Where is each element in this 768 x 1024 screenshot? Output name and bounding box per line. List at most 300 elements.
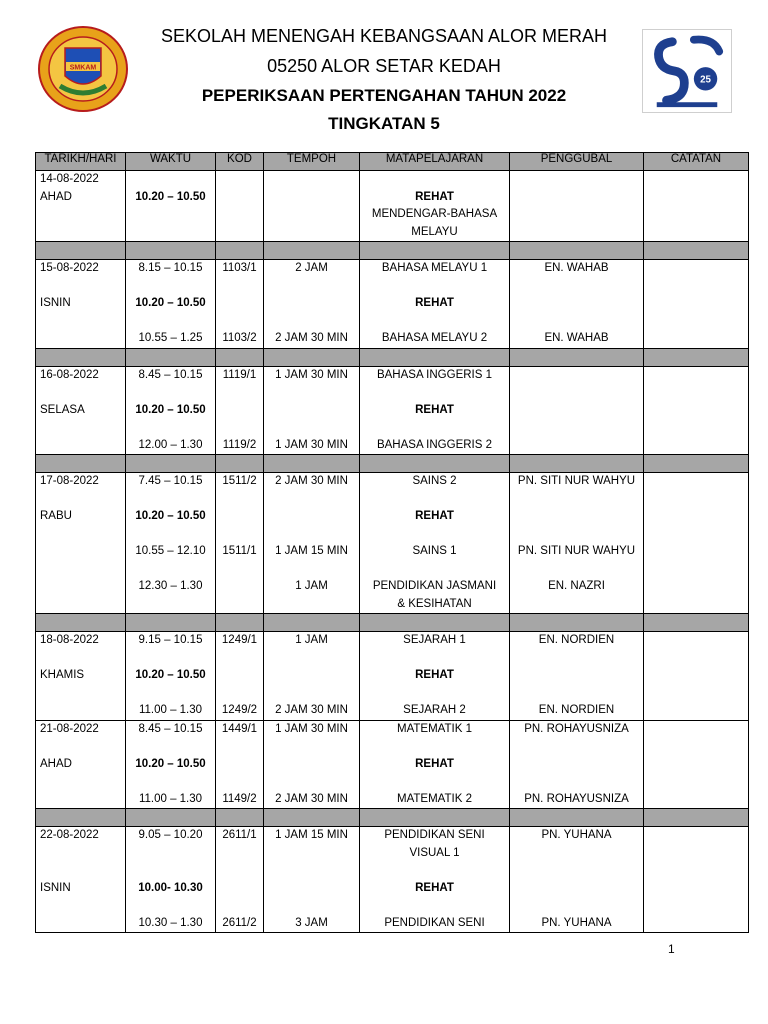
school-crest-logo	[38, 26, 128, 112]
separator-cell	[216, 348, 264, 366]
separator-cell	[264, 809, 360, 827]
subject-line: REHAT	[415, 403, 454, 416]
kod-line	[216, 578, 263, 596]
waktu-line: 10.20 – 10.50	[135, 510, 206, 522]
cell-subject	[360, 632, 510, 721]
col-header-matapelajaran: MATAPELAJARAN	[360, 153, 510, 171]
tempoh-line: 1 JAM 30 MIN	[275, 722, 348, 735]
subject-line: BAHASA MELAYU 1	[381, 262, 488, 274]
tempoh-line: 2 JAM 30 MIN	[275, 475, 348, 487]
kod-line: 2611/2	[222, 916, 257, 929]
separator-cell	[510, 614, 644, 632]
subject-line	[360, 897, 509, 915]
kod-line: 1249/2	[221, 704, 258, 716]
kod-line	[216, 491, 263, 509]
col-header-catatan: CATATAN	[644, 153, 749, 171]
kod-line: 1249/1	[221, 634, 258, 646]
day-text: AHAD	[40, 190, 72, 203]
cell-catatan	[644, 720, 749, 809]
subject-line	[360, 278, 509, 296]
logo-right-text: 25	[700, 74, 711, 86]
separator-cell	[510, 809, 644, 827]
subject-line: REHAT	[415, 190, 454, 203]
penggubal-line: PN. SITI NUR WAHYU	[517, 475, 636, 487]
subject-line: PENDIDIKAN SENI	[384, 916, 485, 929]
separator-cell	[264, 614, 360, 632]
blank-line	[36, 543, 125, 561]
cell-tarikh	[36, 260, 126, 349]
tempoh-line	[264, 738, 359, 756]
penggubal-line: EN. NAZRI	[548, 580, 605, 592]
separator-cell	[36, 348, 126, 366]
penggubal-line: EN. WAHAB	[544, 262, 609, 274]
day-text: AHAD	[40, 757, 72, 770]
separator-cell	[644, 809, 749, 827]
cell-penggubal	[510, 720, 644, 809]
blank-line	[36, 738, 125, 756]
day-text: RABU	[40, 510, 72, 522]
subject-line: REHAT	[415, 881, 454, 894]
separator-cell	[264, 242, 360, 260]
penggubal-line	[510, 526, 643, 544]
tempoh-line: 1 JAM 30 MIN	[275, 438, 348, 451]
blank-line	[36, 224, 125, 242]
table-row	[36, 366, 749, 455]
cell-waktu	[126, 827, 216, 933]
kod-line	[216, 897, 263, 915]
penggubal-line: PN. YUHANA	[541, 916, 612, 929]
tempoh-line: 1 JAM 15 MIN	[275, 829, 348, 841]
kod-line	[216, 295, 263, 313]
date-text: 18-08-2022	[40, 634, 99, 646]
subject-line: BAHASA INGGERIS 2	[376, 438, 493, 451]
penggubal-line	[510, 897, 643, 915]
col-header-tempoh: TEMPOH	[264, 153, 360, 171]
separator-cell	[216, 242, 264, 260]
separator-cell	[216, 614, 264, 632]
cell-waktu	[126, 366, 216, 455]
waktu-line: 11.00 – 1.30	[138, 792, 203, 805]
separator-cell	[264, 348, 360, 366]
table-row	[36, 632, 749, 721]
cell-waktu	[126, 260, 216, 349]
separator-cell	[360, 348, 510, 366]
cell-tarikh	[36, 827, 126, 933]
table-row	[36, 720, 749, 809]
subject-line: REHAT	[415, 297, 454, 309]
waktu-line: 7.45 – 10.15	[138, 475, 203, 487]
cell-catatan	[644, 473, 749, 614]
waktu-line: 10.00- 10.30	[138, 881, 203, 894]
waktu-line	[126, 845, 215, 863]
cell-kod	[216, 260, 264, 349]
tempoh-line	[264, 845, 359, 863]
penggubal-line	[510, 278, 643, 296]
tempoh-line	[264, 402, 359, 420]
blank-line	[36, 384, 125, 402]
penggubal-line: EN. NORDIEN	[538, 634, 615, 646]
tempoh-line	[264, 862, 359, 880]
separator-cell	[36, 809, 126, 827]
waktu-line	[126, 384, 215, 402]
subject-line	[360, 491, 509, 509]
cell-penggubal	[510, 827, 644, 933]
waktu-line: 12.30 – 1.30	[138, 580, 203, 592]
separator-cell	[36, 614, 126, 632]
penggubal-line: PN. ROHAYUSNIZA	[524, 792, 629, 805]
penggubal-line	[510, 313, 643, 331]
tempoh-line	[264, 773, 359, 791]
penggubal-line	[510, 561, 643, 579]
waktu-line: 10.30 – 1.30	[138, 916, 203, 929]
subject-line	[360, 561, 509, 579]
separator-cell	[360, 614, 510, 632]
subject-line	[360, 685, 509, 703]
separator-row	[36, 455, 749, 473]
blank-line	[36, 773, 125, 791]
table-row	[36, 827, 749, 933]
kod-line: 1511/1	[222, 545, 257, 557]
cell-tempoh	[264, 260, 360, 349]
subject-line: & KESIHATAN	[397, 597, 472, 610]
kod-line	[216, 278, 263, 296]
subject-line	[360, 773, 509, 791]
cell-kod	[216, 171, 264, 242]
separator-cell	[644, 455, 749, 473]
kod-line	[216, 862, 263, 880]
subject-line	[360, 419, 509, 437]
cell-waktu	[126, 632, 216, 721]
kod-line: 2611/1	[222, 829, 257, 841]
table-body	[36, 171, 749, 933]
subject-line	[360, 862, 509, 880]
col-header-tarikh: TARIKH/HARI	[36, 153, 126, 171]
kod-line	[216, 773, 263, 791]
cell-subject	[360, 827, 510, 933]
penggubal-line	[510, 773, 643, 791]
separator-cell	[360, 455, 510, 473]
col-header-penggubal: PENGGUBAL	[510, 153, 644, 171]
blank-line	[36, 561, 125, 579]
subject-line: REHAT	[415, 757, 454, 770]
blank-line	[36, 278, 125, 296]
subject-line: MENDENGAR-BAHASA	[371, 208, 498, 220]
subject-line: VISUAL 1	[409, 846, 460, 859]
waktu-line	[126, 650, 215, 668]
penggubal-line	[510, 880, 643, 898]
cell-penggubal	[510, 171, 644, 242]
waktu-line	[126, 171, 215, 189]
separator-cell	[36, 455, 126, 473]
separator-cell	[126, 455, 216, 473]
cell-catatan	[644, 366, 749, 455]
anniversary-logo	[642, 29, 732, 113]
col-header-waktu: WAKTU	[126, 153, 216, 171]
cell-tarikh	[36, 366, 126, 455]
separator-cell	[644, 614, 749, 632]
kod-line	[216, 561, 263, 579]
waktu-line: 10.20 – 10.50	[135, 757, 206, 770]
cell-penggubal	[510, 366, 644, 455]
subject-line: MATEMATIK 2	[397, 792, 472, 805]
kod-line: 1103/2	[222, 332, 257, 344]
blank-line	[36, 526, 125, 544]
waktu-line: 10.20 – 10.50	[135, 669, 206, 681]
kod-line	[216, 667, 263, 685]
cell-penggubal	[510, 260, 644, 349]
waktu-line: 10.55 – 12.10	[135, 545, 206, 557]
cell-catatan	[644, 171, 749, 242]
tempoh-line: 1 JAM 30 MIN	[275, 368, 348, 381]
blank-line	[36, 419, 125, 437]
waktu-line	[126, 278, 215, 296]
table-row	[36, 260, 749, 349]
tempoh-line: 1 JAM 15 MIN	[275, 545, 348, 557]
tempoh-line	[264, 278, 359, 296]
blank-line	[36, 330, 125, 348]
table-row	[36, 171, 749, 242]
waktu-line	[126, 862, 215, 880]
waktu-line	[126, 526, 215, 544]
tempoh-line	[264, 561, 359, 579]
blank-line	[36, 206, 125, 224]
kod-line	[216, 313, 263, 331]
table-row	[36, 473, 749, 614]
tempoh-line	[264, 526, 359, 544]
blank-line	[36, 685, 125, 703]
separator-row	[36, 809, 749, 827]
blank-line	[36, 897, 125, 915]
cell-kod	[216, 632, 264, 721]
cell-subject	[360, 473, 510, 614]
kod-line	[216, 685, 263, 703]
cell-tempoh	[264, 366, 360, 455]
cell-catatan	[644, 632, 749, 721]
waktu-line: 9.15 – 10.15	[138, 634, 203, 646]
subject-line	[360, 384, 509, 402]
cell-tempoh	[264, 720, 360, 809]
cell-subject	[360, 720, 510, 809]
subject-line: REHAT	[415, 510, 454, 522]
cell-tarikh	[36, 171, 126, 242]
kod-line: 1119/1	[222, 368, 257, 381]
cell-subject	[360, 366, 510, 455]
cell-tarikh	[36, 720, 126, 809]
kod-line	[216, 738, 263, 756]
penggubal-line: EN. WAHAB	[544, 332, 609, 344]
kod-line: 1103/1	[222, 262, 257, 274]
kod-line	[216, 880, 263, 898]
blank-line	[36, 915, 125, 933]
separator-cell	[510, 455, 644, 473]
date-text: 16-08-2022	[40, 368, 99, 381]
waktu-line	[126, 491, 215, 509]
waktu-line: 10.55 – 1.25	[138, 332, 203, 344]
waktu-line: 10.20 – 10.50	[135, 297, 206, 309]
date-text: 17-08-2022	[40, 475, 99, 487]
separator-cell	[644, 242, 749, 260]
cell-tempoh	[264, 171, 360, 242]
penggubal-line: PN. SITI NUR WAHYU	[517, 545, 636, 557]
tempoh-line	[264, 897, 359, 915]
tempoh-line	[264, 685, 359, 703]
cell-waktu	[126, 473, 216, 614]
tempoh-line: 1 JAM	[295, 580, 328, 592]
subject-line	[360, 171, 509, 189]
date-text: 14-08-2022	[40, 173, 99, 185]
separator-cell	[126, 614, 216, 632]
cell-kod	[216, 720, 264, 809]
subject-line: SEJARAH 1	[403, 634, 466, 646]
cell-tempoh	[264, 632, 360, 721]
table-header-row	[36, 153, 749, 171]
exam-schedule-table	[35, 152, 749, 933]
tempoh-line	[264, 667, 359, 685]
date-text: 21-08-2022	[40, 722, 99, 735]
document-header	[0, 0, 768, 150]
subject-line	[360, 650, 509, 668]
penggubal-line	[510, 667, 643, 685]
kod-line	[216, 756, 263, 774]
day-text: ISNIN	[40, 297, 71, 309]
kod-line	[216, 845, 263, 863]
exam-title: PEPERIKSAAN PERTENGAHAN TAHUN 2022	[201, 86, 567, 105]
separator-row	[36, 614, 749, 632]
tempoh-line	[264, 491, 359, 509]
col-header-kod: KOD	[216, 153, 264, 171]
subject-line: SAINS 2	[412, 475, 457, 487]
waktu-line	[126, 773, 215, 791]
separator-cell	[510, 348, 644, 366]
blank-line	[36, 437, 125, 455]
kod-line	[216, 384, 263, 402]
penggubal-line: PN. ROHAYUSNIZA	[524, 722, 629, 735]
waktu-line: 12.00 – 1.30	[138, 438, 203, 451]
tempoh-line: 2 JAM	[295, 262, 328, 274]
day-text: KHAMIS	[40, 669, 85, 681]
kod-line: 1511/2	[222, 475, 257, 487]
kod-line: 1149/2	[222, 792, 257, 805]
subject-line: SAINS 1	[412, 545, 457, 557]
waktu-line: 9.05 – 10.20	[138, 829, 203, 841]
subject-line: PENDIDIKAN JASMANI	[372, 580, 497, 592]
day-text: SELASA	[40, 403, 85, 416]
subject-line: MATEMATIK 1	[397, 722, 472, 735]
date-text: 22-08-2022	[40, 829, 99, 841]
subject-line: PENDIDIKAN SENI	[384, 829, 485, 841]
separator-cell	[216, 809, 264, 827]
tempoh-line: 2 JAM 30 MIN	[275, 704, 348, 716]
penggubal-line	[510, 738, 643, 756]
school-name: SEKOLAH MENENGAH KEBANGSAAN ALOR MERAH	[160, 26, 608, 46]
blank-line	[36, 791, 125, 809]
blank-line	[36, 313, 125, 331]
tempoh-line	[264, 384, 359, 402]
penggubal-line	[510, 862, 643, 880]
cell-waktu	[126, 720, 216, 809]
cell-kod	[216, 473, 264, 614]
separator-cell	[126, 242, 216, 260]
separator-cell	[36, 242, 126, 260]
separator-cell	[360, 242, 510, 260]
penggubal-line: PN. YUHANA	[541, 829, 612, 841]
waktu-line: 10.20 – 10.50	[135, 403, 206, 416]
subject-line	[360, 738, 509, 756]
kod-line	[216, 526, 263, 544]
separator-cell	[360, 809, 510, 827]
kod-line	[216, 508, 263, 526]
kod-line	[216, 650, 263, 668]
subject-line	[360, 526, 509, 544]
separator-cell	[264, 455, 360, 473]
separator-cell	[126, 809, 216, 827]
waktu-line	[126, 685, 215, 703]
tempoh-line	[264, 313, 359, 331]
blank-line	[36, 862, 125, 880]
tempoh-line	[264, 756, 359, 774]
penggubal-line	[510, 845, 643, 863]
kod-line: 1119/2	[222, 438, 257, 451]
cell-catatan	[644, 827, 749, 933]
kod-line	[216, 419, 263, 437]
cell-tarikh	[36, 632, 126, 721]
waktu-line: 8.15 – 10.15	[138, 262, 203, 274]
cell-subject	[360, 171, 510, 242]
cell-kod	[216, 366, 264, 455]
cell-kod	[216, 827, 264, 933]
tempoh-line	[264, 650, 359, 668]
tempoh-line	[264, 295, 359, 313]
waktu-line	[126, 313, 215, 331]
waktu-line	[126, 897, 215, 915]
waktu-line	[126, 561, 215, 579]
subject-line: REHAT	[415, 669, 454, 681]
blank-line	[36, 578, 125, 596]
cell-penggubal	[510, 632, 644, 721]
subject-line	[360, 313, 509, 331]
tempoh-line	[264, 419, 359, 437]
separator-row	[36, 242, 749, 260]
kod-line: 1449/1	[221, 722, 258, 735]
penggubal-line	[510, 508, 643, 526]
waktu-line: 8.45 – 10.15	[138, 722, 203, 735]
penggubal-line: EN. NORDIEN	[538, 704, 615, 716]
logo-left-text: SMKAM	[69, 64, 97, 72]
waktu-line: 10.20 – 10.50	[135, 190, 206, 203]
subject-line: SEJARAH 2	[403, 704, 466, 716]
date-text: 15-08-2022	[40, 262, 99, 274]
penggubal-line	[510, 685, 643, 703]
form-title: TINGKATAN 5	[328, 114, 440, 133]
penggubal-line	[510, 491, 643, 509]
waktu-line	[126, 419, 215, 437]
page-number: 1	[668, 942, 675, 956]
cell-tarikh	[36, 473, 126, 614]
separator-cell	[510, 242, 644, 260]
tempoh-line	[264, 880, 359, 898]
penggubal-line	[510, 295, 643, 313]
cell-waktu	[126, 171, 216, 242]
separator-cell	[126, 348, 216, 366]
school-address: 05250 ALOR SETAR KEDAH	[267, 56, 501, 76]
cell-tempoh	[264, 473, 360, 614]
blank-line	[36, 845, 125, 863]
tempoh-line: 2 JAM 30 MIN	[275, 332, 348, 344]
waktu-line: 11.00 – 1.30	[138, 704, 203, 716]
penggubal-line	[510, 756, 643, 774]
tempoh-line	[264, 508, 359, 526]
waktu-line	[126, 738, 215, 756]
